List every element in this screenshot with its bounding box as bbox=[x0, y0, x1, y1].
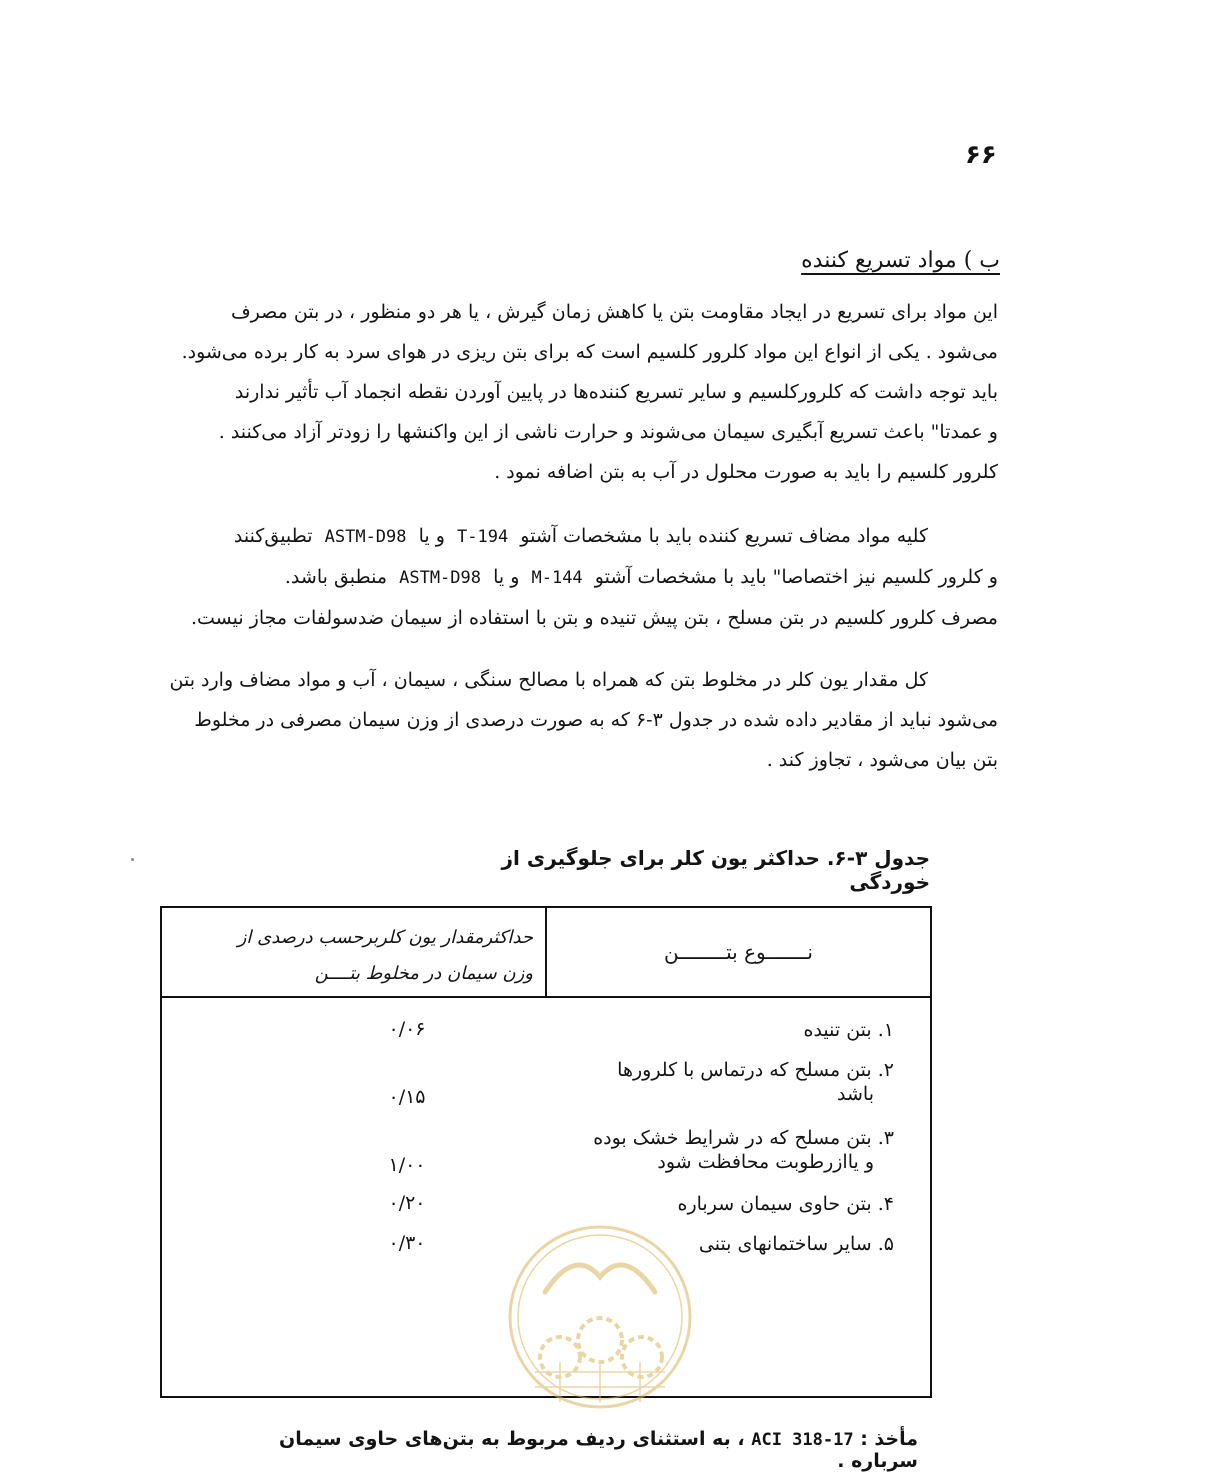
table-row-type bbox=[574, 1018, 894, 1042]
publisher-seal-icon bbox=[505, 1222, 695, 1412]
table-row-value: ۰/۳۰ bbox=[388, 1232, 426, 1254]
paragraph-line bbox=[125, 516, 998, 557]
column-header-concrete-type: نـــــــوع بتــــــــن bbox=[664, 940, 813, 964]
text-run: کلیه مواد مضاف تسریع کننده باید با مشخصات آشتو bbox=[520, 525, 928, 547]
table-row-value: ۱/۰۰ bbox=[388, 1154, 426, 1176]
table-row-value: ۰/۱۵ bbox=[388, 1086, 426, 1108]
standard-code: ASTM-D98 bbox=[324, 527, 407, 547]
row-label-continued: و یاازرطوبت محافظت شود bbox=[657, 1151, 874, 1173]
table-row-value: ۰/۰۶ bbox=[388, 1018, 426, 1040]
standard-code: ASTM-D98 bbox=[399, 568, 481, 588]
paragraph-line: کل مقدار یون کلر در مخلوط بتن که همراه با مصالح سنگی ، سیمان ، آب و مواد مضاف وارد بتن bbox=[169, 669, 928, 691]
paragraph-line: باید توجه داشت که کلرورکلسیم و سایر تسریع کننده‌ها در پایین آوردن نقطه انجماد آب تأثیر ندارند bbox=[234, 381, 998, 403]
standard-code: T-194 bbox=[457, 527, 509, 547]
paragraph-standards bbox=[125, 516, 998, 638]
table-source-note bbox=[228, 1428, 918, 1472]
paragraph-line bbox=[125, 557, 998, 598]
text-run: و یا bbox=[418, 525, 445, 547]
table-row-type bbox=[574, 1126, 894, 1174]
table-row-type bbox=[574, 1058, 894, 1106]
paragraph-line: و عمدتا" باعث تسریع آبگیری سیمان می‌شوند و حرارت ناشی از این واکنشها را زودتر آزاد می‌کنند . bbox=[218, 421, 998, 443]
table-caption: جدول ۳-۶. حداکثر یون کلر برای جلوگیری از خوردگی bbox=[501, 846, 930, 894]
text-run: و یا bbox=[493, 566, 520, 588]
row-label: ۱. بتن تنیده bbox=[803, 1019, 894, 1041]
source-label: مأخذ : bbox=[860, 1428, 918, 1450]
paragraph-line: بتن بیان می‌شود ، تجاوز کند . bbox=[766, 749, 998, 771]
row-label: ۵. سایر ساختمانهای بتنی bbox=[698, 1233, 894, 1255]
row-label-continued: باشد bbox=[837, 1083, 874, 1105]
row-label: ۲. بتن مسلح که درتماس با کلرورها bbox=[617, 1059, 894, 1081]
scan-speck bbox=[131, 858, 134, 861]
header-line: وزن سیمان در مخلوط بتــــن bbox=[314, 963, 533, 984]
paragraph-chloride-limit bbox=[125, 660, 998, 780]
source-text: ، به استثنای ردیف مربوط به بتن‌های حاوی سیمان سرباره . bbox=[279, 1428, 918, 1472]
header-line: حداکثرمقدار یون کلربرحسب درصدی از bbox=[237, 927, 533, 948]
column-header-max-chloride bbox=[162, 920, 545, 992]
text-run: تطبیق‌کنند bbox=[233, 525, 313, 547]
standard-code: M-144 bbox=[531, 568, 583, 588]
row-label: ۴. بتن حاوی سیمان سرباره bbox=[677, 1193, 894, 1215]
paragraph-line: کلرور کلسیم را باید به صورت محلول در آب به بتن اضافه نمود . bbox=[494, 461, 998, 483]
text-run: و کلرور کلسیم نیز اختصاصا" باید با مشخصات آشتو bbox=[594, 566, 998, 588]
page-number: ۶۶ bbox=[965, 140, 997, 170]
paragraph-line: می‌شود . یکی از انواع این مواد کلرور کلسیم است که برای بتن ریزی در هوای سرد به کار برده می‌شود. bbox=[181, 341, 998, 363]
table-row-type bbox=[574, 1192, 894, 1216]
section-heading: ب ) مواد تسریع کننده bbox=[801, 248, 1000, 273]
paragraph-line: می‌شود نباید از مقادیر داده شده در جدول ۳-۶ که به صورت درصدی از وزن سیمان مصرفی در مخلوط bbox=[194, 709, 998, 731]
row-label: ۳. بتن مسلح که در شرایط خشک بوده bbox=[593, 1127, 894, 1149]
table-row-value: ۰/۲۰ bbox=[388, 1192, 426, 1214]
paragraph-accelerators bbox=[125, 292, 998, 492]
source-code: ACI 318-17 bbox=[751, 1430, 854, 1450]
text-run: منطبق باشد. bbox=[284, 566, 388, 588]
header-rule bbox=[162, 996, 930, 998]
paragraph-line: مصرف کلرور کلسیم در بتن مسلح ، بتن پیش تنیده و بتن با استفاده از سیمان ضدسولفات مجاز نیست. bbox=[190, 607, 998, 629]
paragraph-line: این مواد برای تسریع در ایجاد مقاومت بتن یا کاهش زمان گیرش ، یا هر دو منظور ، در بتن مصرف bbox=[230, 301, 998, 323]
